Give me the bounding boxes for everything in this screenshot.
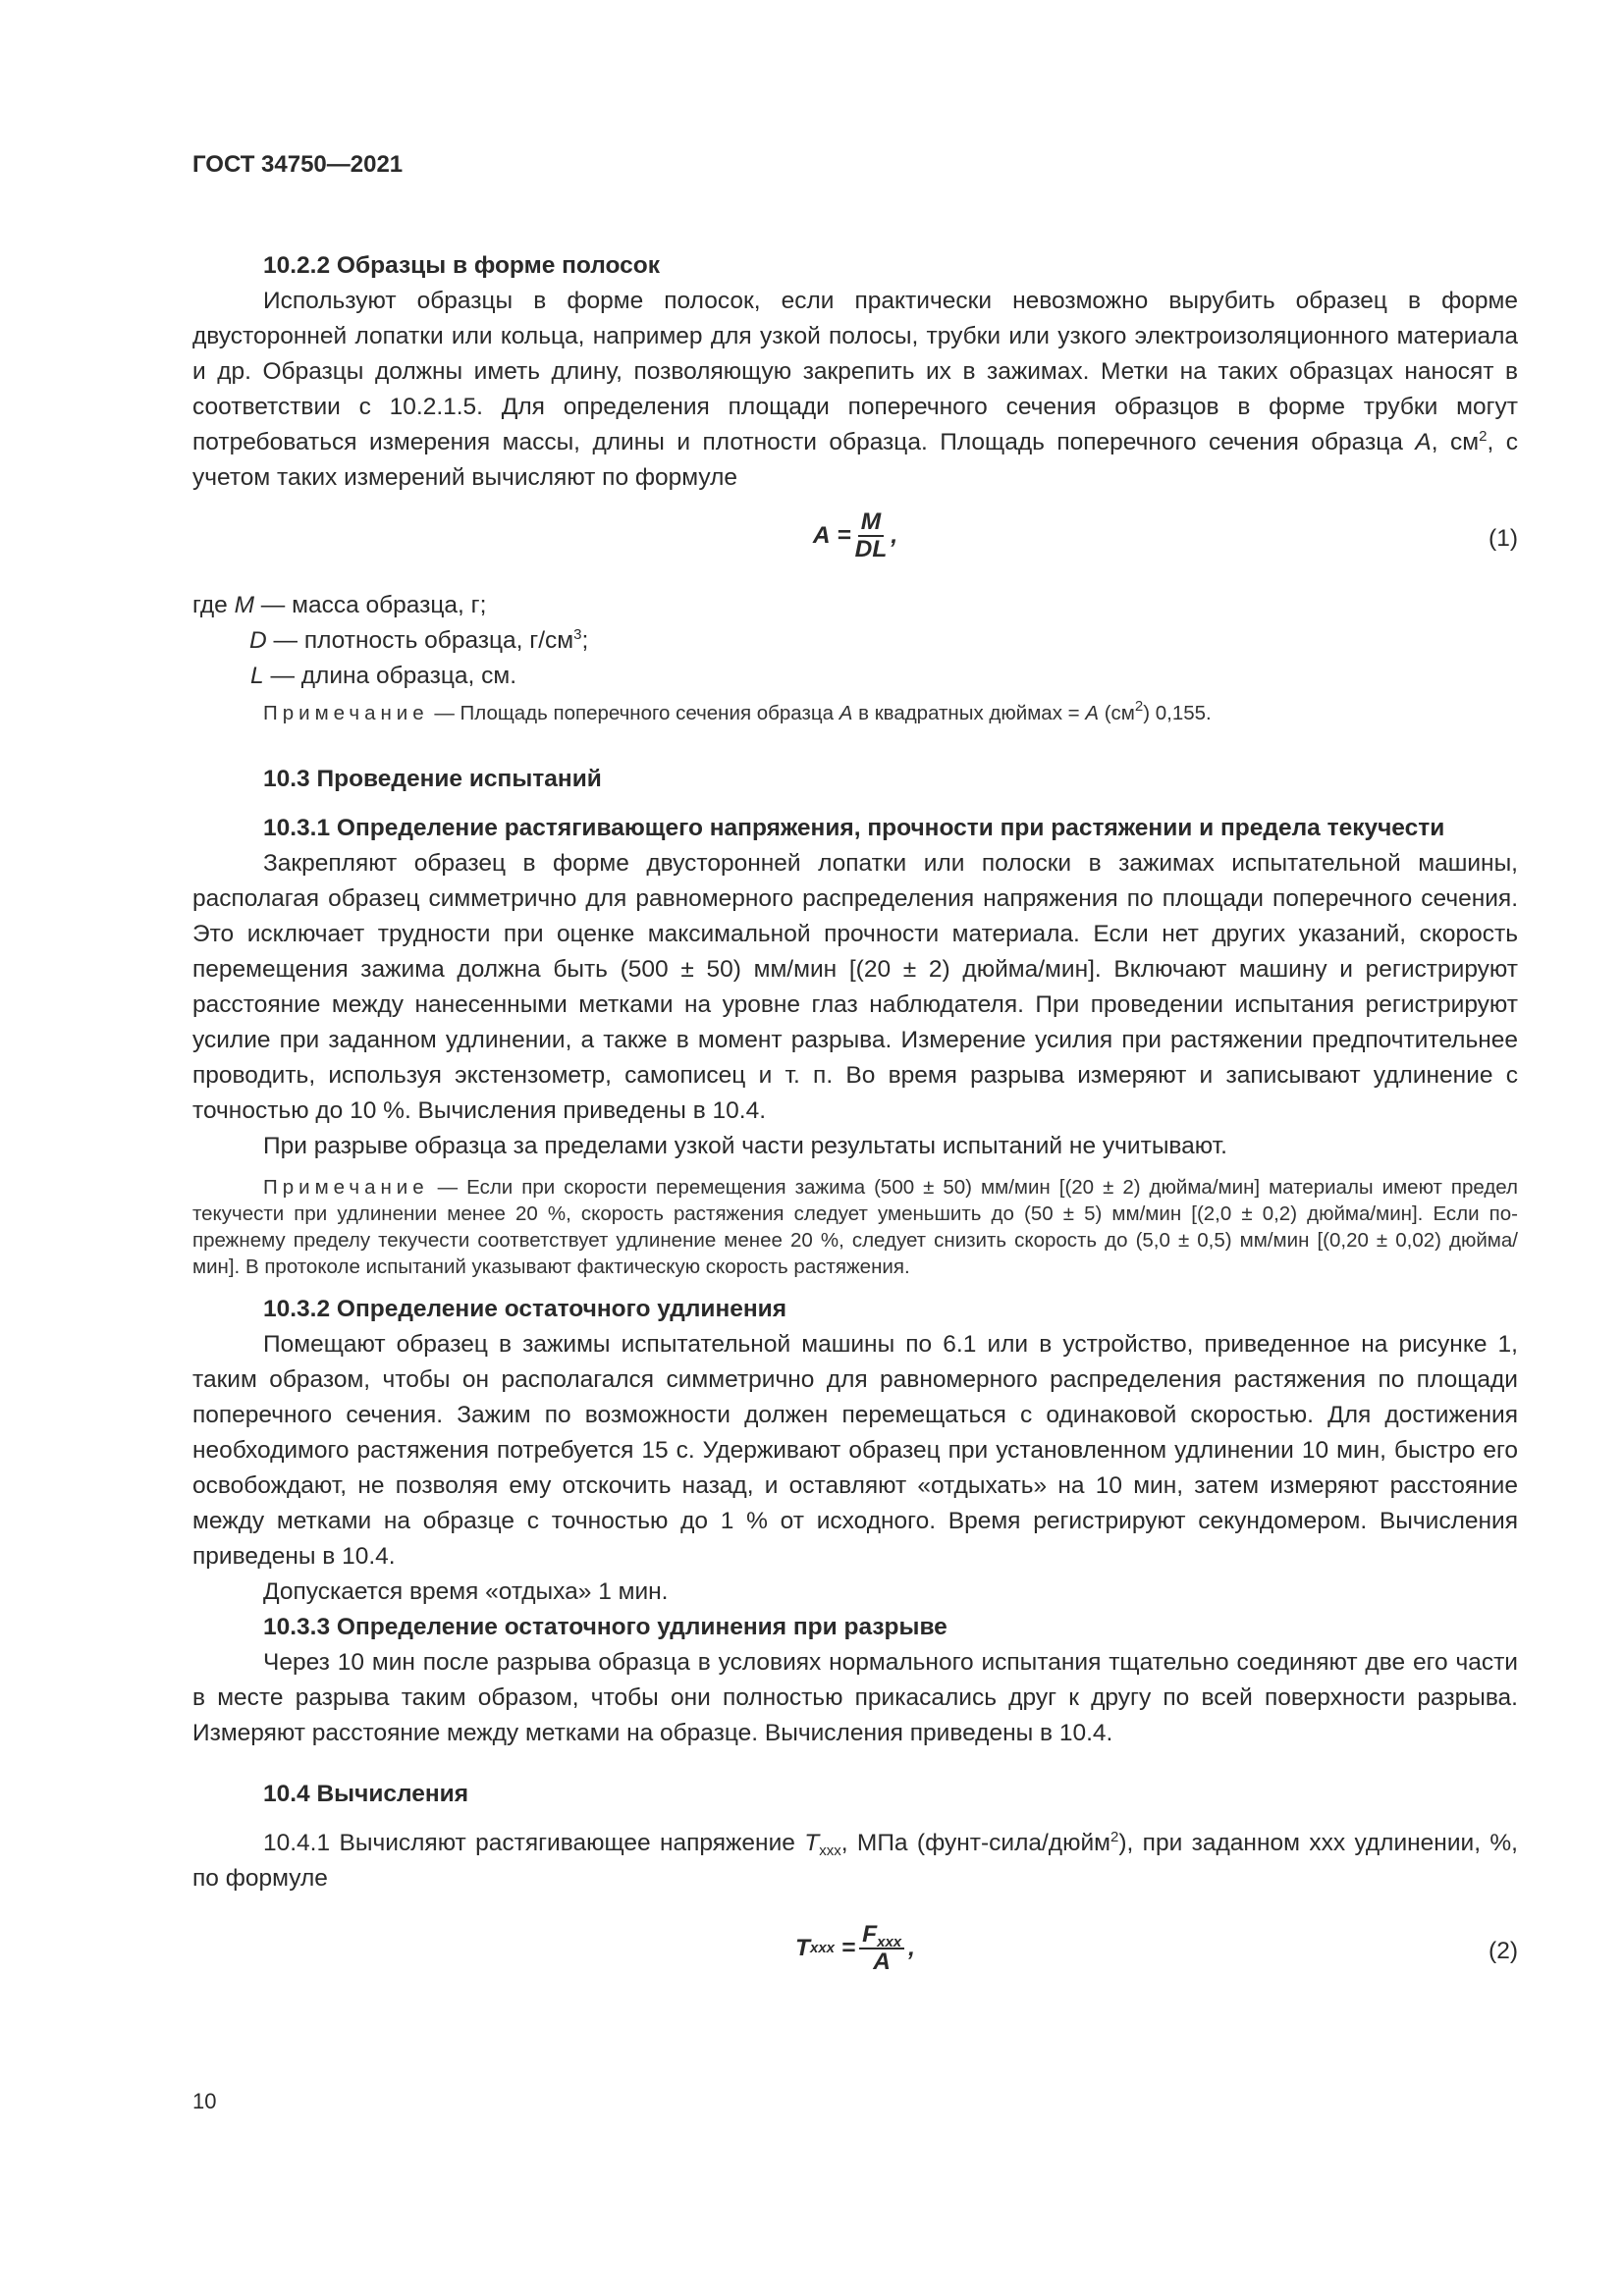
section-10-4	[192, 1777, 1518, 1896]
section-title: 10.3.2 Определение остаточного удлинения	[263, 1296, 787, 1322]
where-item-l: L — длина образца, см.	[250, 663, 517, 689]
where-item-m: где M — масса образца, г;	[192, 592, 487, 618]
formula-1: A = $\frac{M}{DL}$ , (1)	[812, 508, 1518, 562]
paragraph: Закрепляют образец в форме двусторонней лопатки или полоски в зажимах испытательной машины, располагая образец симметрично для равномерного распределения напряжения по площади поперечного сечения. Это исключает трудности при оценке максимальной прочности материала. Если нет других указаний, скорость перемещения зажима должна быть (500 ± 50) мм/мин [(20 ± 2) дюйма/мин]. Включают машину и регистрируют расстояние между нанесенными метками на уровне глаз наблюдателя. При проведении испытания регистрируют усилие при заданном удлинении, а также в момент разрыва. Измерение усилия при растяжении предпочтительнее проводить, используя экстензометр, самописец и т. п. Во время разрыва измеряют и записывают удлинение с точностью до 10 %. Вычисления приведены в 10.4.	[192, 850, 1518, 1124]
page-number: 10	[192, 2089, 217, 2113]
document-page	[192, 147, 1518, 1987]
section-10-3-1	[192, 811, 1518, 1280]
document-code: ГОСТ 34750—2021	[192, 151, 404, 178]
note: Примечание — Если при скорости перемещения зажима (500 ± 50) мм/мин [(20 ± 2) дюйма/мин] материалы имеют предел текучести при удлинении менее 20 %, скорость растяжения следует уменьшить до (50 ± 5) мм/мин [(2,0 ± 0,2) дюйма/мин]. Если по-прежнему пределу текучести соответствует удлинение менее 20 %, следует снизить скорость до (5,0 ± 0,5) мм/мин [(0,20 ± 0,02) дюйма/мин]. В протоколе испытаний указывают фактическую скорость растяжения.	[192, 1176, 1518, 1278]
formula-2: T xxx = $\frac{F_{xxx}}{A}$ , (2)	[795, 1921, 1518, 1975]
section-title: 10.3.3 Определение остаточного удлинения при разрыве	[263, 1614, 947, 1640]
section-title: 10.3 Проведение испытаний	[263, 766, 602, 792]
section-10-2-2	[192, 248, 1518, 496]
paragraph: 10.4.1 Вычисляют растягивающее напряжение $T_{xxx}$, МПа (фунт-сила/дюйм$^2$), при заданном xxx удлинении, %, по формуле	[192, 1829, 1518, 1892]
section-10-3-3	[192, 1610, 1518, 1751]
paragraph: Используют образцы в форме полосок, если практически невозможно вырубить образец в форме двусторонней лопатки или кольца, например для узкой полосы, трубки или узкого электроизоляционного материала и др. Образцы должны иметь длину, позволяющую закрепить их в зажимах. Метки на таких образцах наносят в соответствии с 10.2.1.5. Для определения площади поперечного сечения образцов в форме трубки могут потребоваться измерения массы, длины и плотности образца. Площадь поперечного сечения образца A, $см^2$, с учетом таких измерений вычисляют по формуле	[192, 288, 1518, 491]
formula-number: (2)	[1489, 1938, 1518, 1964]
note: Примечание — Площадь поперечного сечения образца A в квадратных дюймах = A $(см^2)$ 0,155.	[263, 698, 1212, 724]
where-item-d: D — плотность образца, $г/см^3$;	[249, 626, 589, 654]
section-title: 10.3.1 Определение растягивающего напряжения, прочности при растяжении и предела текучести	[263, 815, 1445, 841]
section-title: 10.2.2 Образцы в форме полосок	[263, 252, 661, 279]
formula-number: (1)	[1489, 525, 1518, 552]
paragraph: Помещают образец в зажимы испытательной машины по 6.1 или в устройство, приведенное на рисунке 1, таким образом, чтобы он располагался симметрично для равномерного распределения растяжения по площади поперечного сечения. Зажим по возможности должен перемещаться с одинаковой скоростью. Для достижения необходимого растяжения потребуется 15 с. Удерживают образец при установленном удлинении 10 мин, быстро его освобождают, не позволяя ему отскочить назад, и оставляют «отдыхать» на 10 мин, затем измеряют расстояние между метками на образце с точностью до 1 % от исходного. Время регистрируют секундомером. Вычисления приведены в 10.4.	[192, 1331, 1518, 1570]
section-title: 10.4 Вычисления	[263, 1781, 469, 1807]
paragraph: При разрыве образца за пределами узкой части результаты испытаний не учитывают.	[263, 1133, 1227, 1159]
section-10-3-2	[192, 1292, 1518, 1610]
where-block	[192, 588, 1518, 694]
paragraph: Через 10 мин после разрыва образца в условиях нормального испытания тщательно соединяют две его части в месте разрыва таким образом, чтобы они полностью прикасались друг к другу по всей поверхности разрыва. Измеряют расстояние между метками на образце. Вычисления приведены в 10.4.	[192, 1649, 1518, 1746]
paragraph: Допускается время «отдыха» 1 мин.	[263, 1578, 669, 1605]
